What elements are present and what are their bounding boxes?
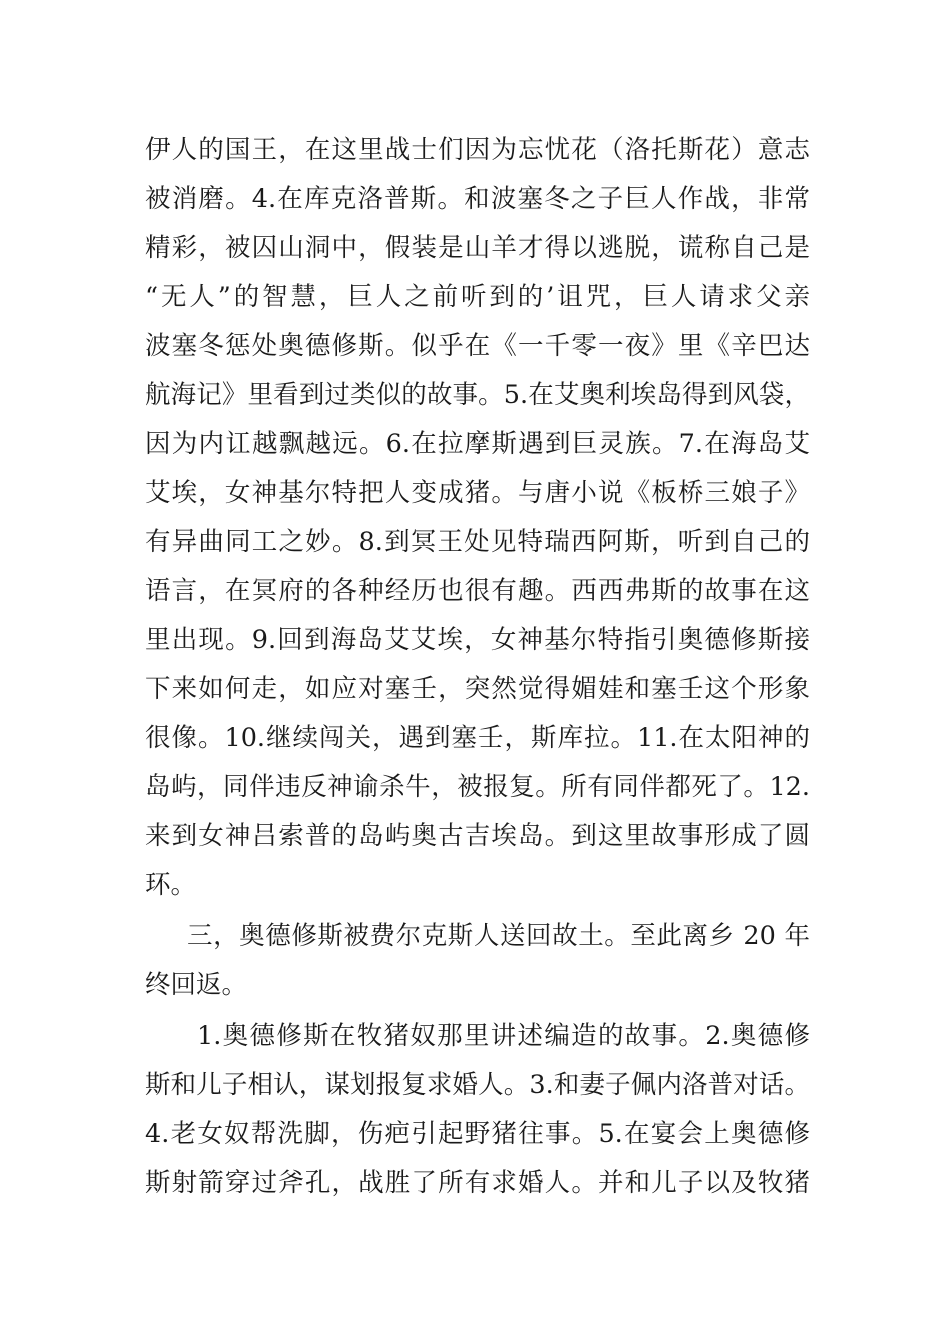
body-text <box>145 126 810 1208</box>
text-line: 下来如何走，如应对塞壬，突然觉得媚娃和塞壬这个形象 <box>145 674 810 704</box>
text-line: 1.奥德修斯在牧猪奴那里讲述编造的故事。2.奥德修 <box>197 1021 810 1051</box>
text-line: 里出现。9.回到海岛艾艾埃，女神基尔特指引奥德修斯接 <box>145 625 810 655</box>
text-line: 来到女神吕索普的岛屿奥古吉埃岛。到这里故事形成了圆 <box>145 821 810 851</box>
paragraph-3 <box>145 1012 810 1208</box>
text-line: 4.老女奴帮洗脚，伤疤引起野猪往事。5.在宴会上奥德修 <box>145 1119 810 1149</box>
text-line: 艾埃，女神基尔特把人变成猪。与唐小说《板桥三娘子》 <box>145 478 810 508</box>
text-line: 终回返。 <box>145 970 248 1000</box>
text-line: 精彩，被囚山洞中，假装是山羊才得以逃脱，谎称自己是 <box>145 233 810 263</box>
paragraph-2 <box>145 912 810 1010</box>
text-line: “无人”的智慧，巨人之前听到的’诅咒，巨人请求父亲 <box>145 282 810 312</box>
text-line: 很像。10.继续闯关，遇到塞壬，斯库拉。11.在太阳神的 <box>145 723 810 753</box>
text-line: 因为内讧越飘越远。6.在拉摩斯遇到巨灵族。7.在海岛艾 <box>145 429 810 459</box>
text-line: 航海记》里看到过类似的故事。5.在艾奥利埃岛得到风袋， <box>145 380 810 410</box>
text-line: 有异曲同工之妙。8.到冥王处见特瑞西阿斯，听到自己的 <box>145 527 810 557</box>
text-line: 斯射箭穿过斧孔，战胜了所有求婚人。并和儿子以及牧猪 <box>145 1168 810 1198</box>
text-line: 语言，在冥府的各种经历也很有趣。西西弗斯的故事在这 <box>145 576 810 606</box>
text-line: 被消磨。4.在库克洛普斯。和波塞冬之子巨人作战，非常 <box>145 184 810 214</box>
text-line: 环。 <box>145 870 197 900</box>
text-line: 三，奥德修斯被费尔克斯人送回故土。至此离乡 20 年 <box>187 921 810 951</box>
text-line: 波塞冬惩处奥德修斯。似乎在《一千零一夜》里《辛巴达 <box>145 331 810 361</box>
text-line: 伊人的国王，在这里战士们因为忘忧花（洛托斯花）意志 <box>145 135 810 165</box>
text-line: 斯和儿子相认，谋划报复求婚人。3.和妻子佩内洛普对话。 <box>145 1070 810 1100</box>
text-line: 岛屿，同伴违反神谕杀牛，被报复。所有同伴都死了。12. <box>145 772 810 802</box>
paragraph-1 <box>145 126 810 910</box>
